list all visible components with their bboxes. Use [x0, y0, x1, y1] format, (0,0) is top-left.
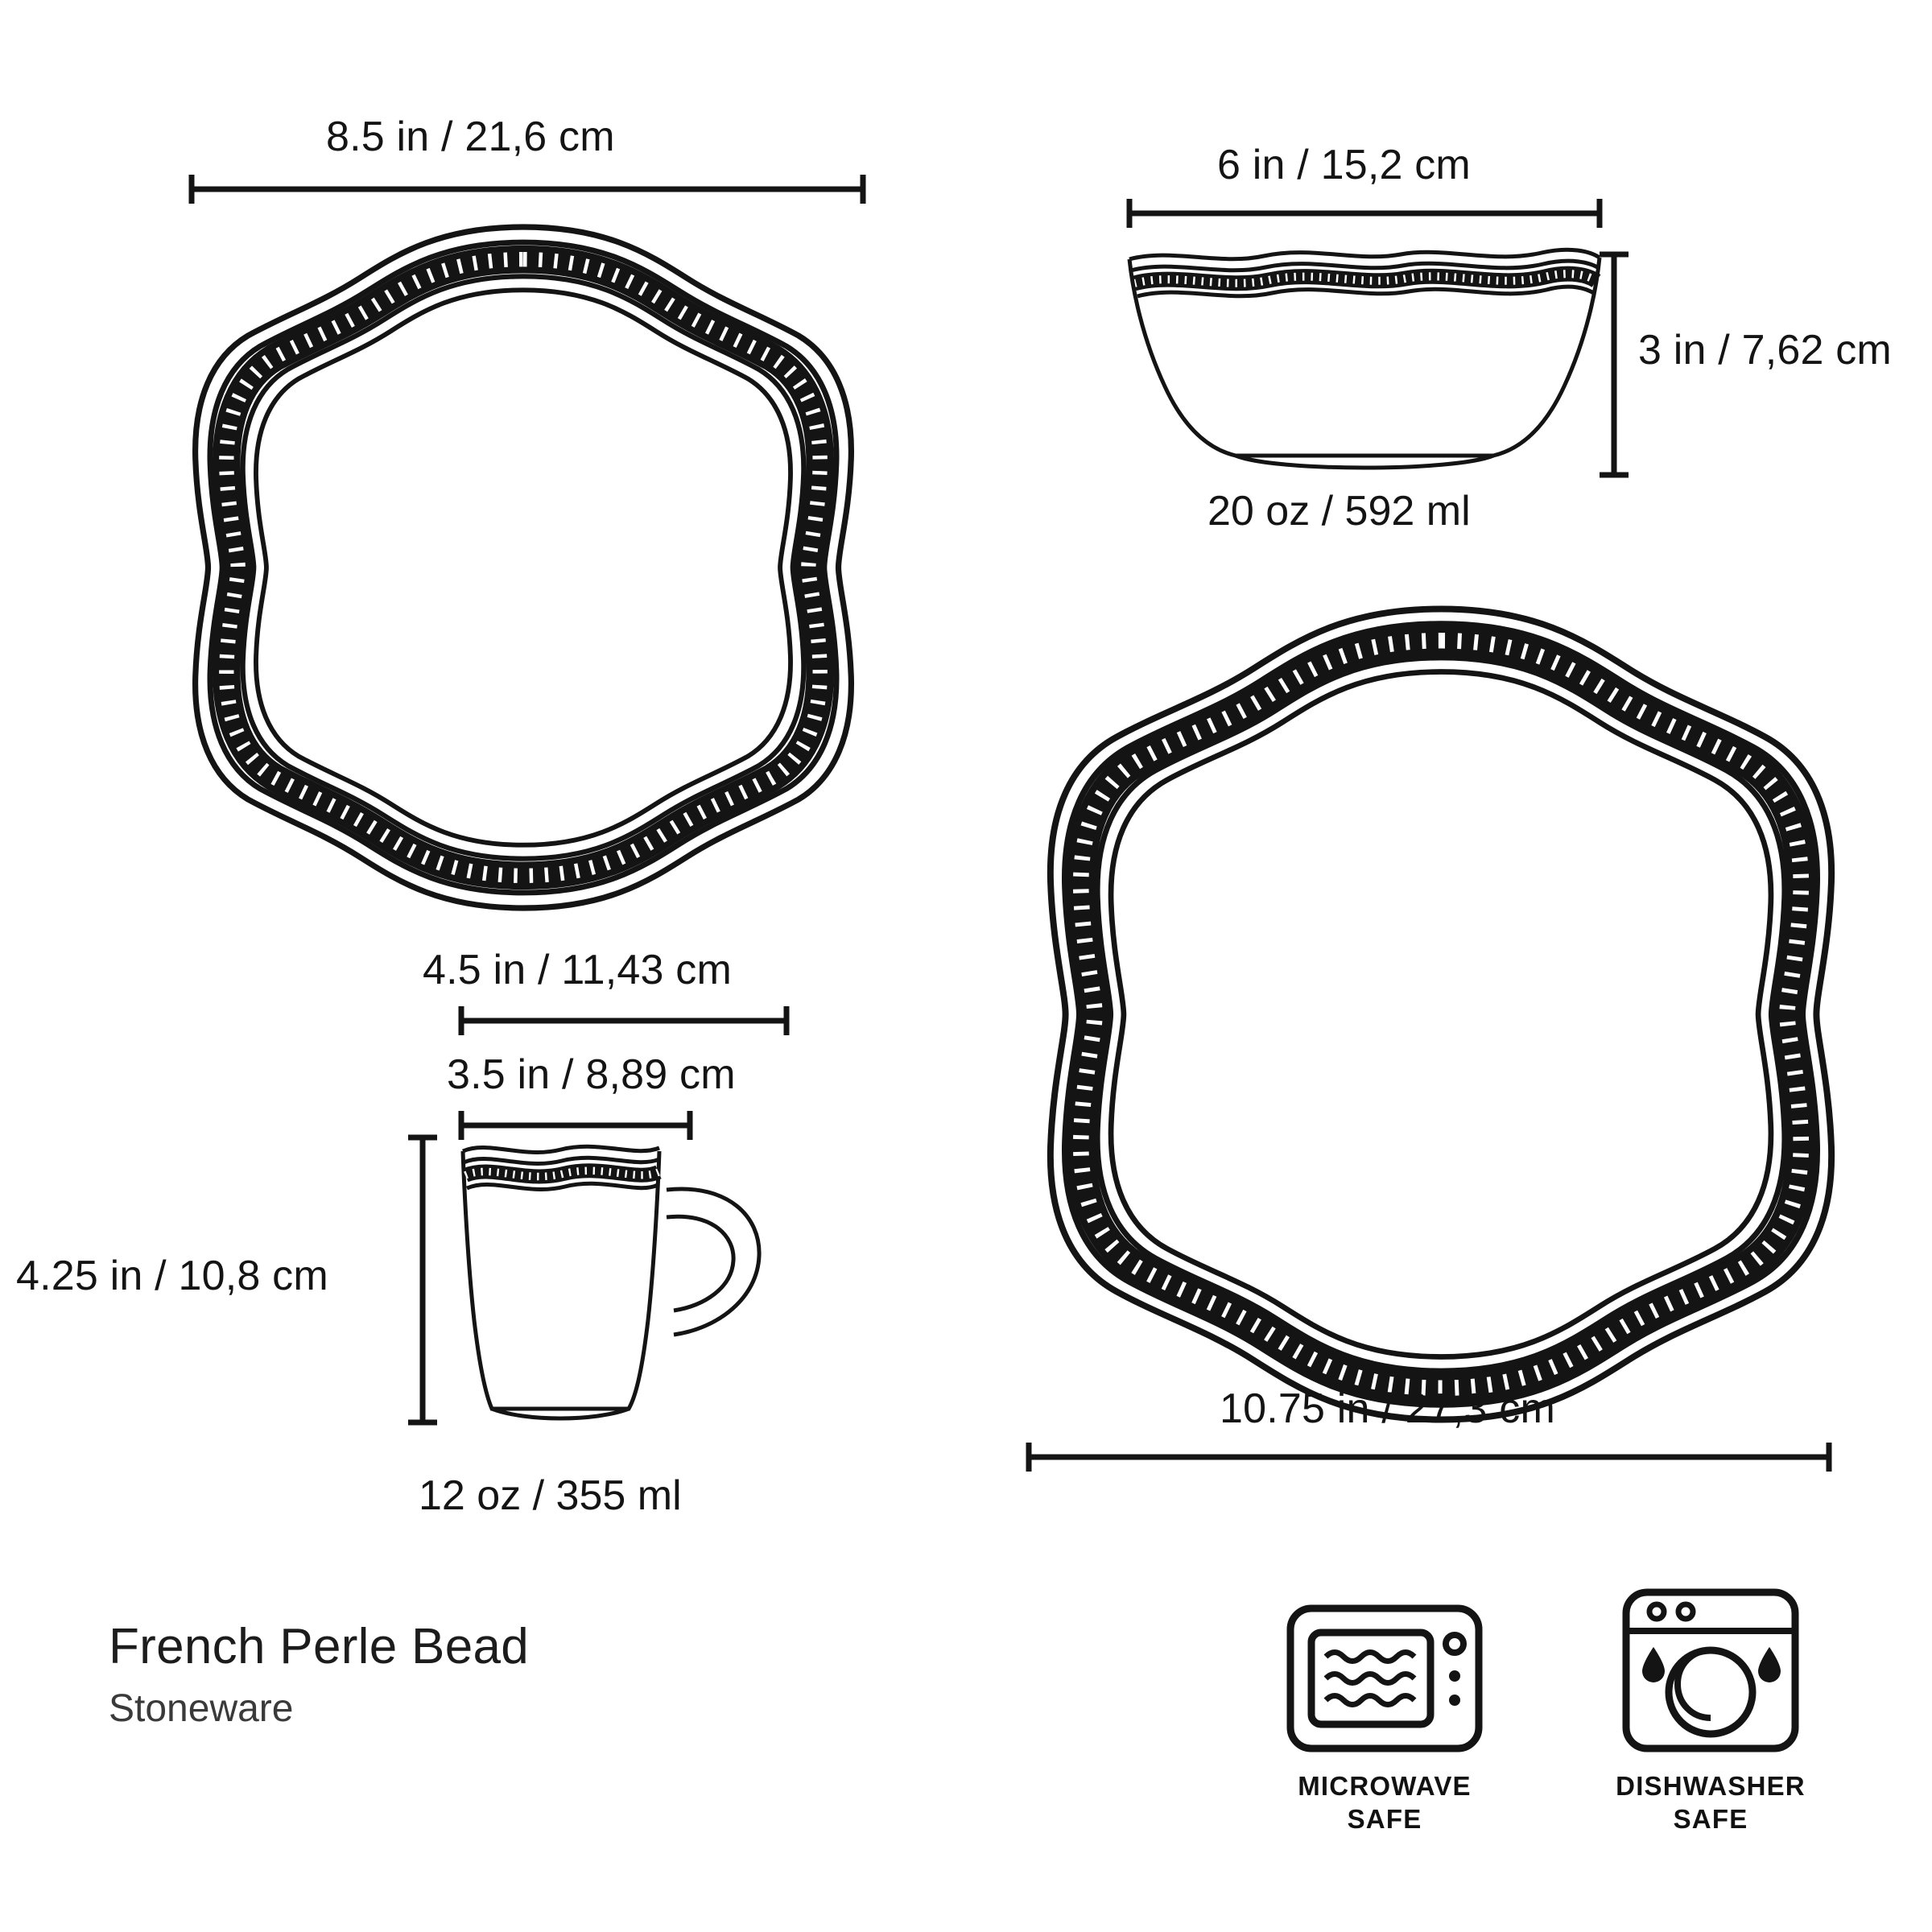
bowl-capacity-label: 20 oz / 592 ml: [1208, 488, 1471, 535]
microwave-safe-line2: SAFE: [1347, 1804, 1422, 1835]
mug-illustration: [439, 1127, 793, 1437]
product-name: French Perle Bead: [109, 1619, 530, 1674]
dinner-plate-illustration: [1014, 588, 1868, 1441]
dishwasher-safe-label: [1616, 1769, 1806, 1836]
bowl-height-dimension-line: [1598, 248, 1630, 481]
product-info: [109, 1618, 529, 1731]
salad-plate-width-dimension-line: [185, 173, 869, 205]
salad-plate-illustration: [161, 205, 886, 930]
microwave-icon: [1284, 1602, 1485, 1755]
mug-height-label: 4.25 in / 10,8 cm: [16, 1253, 328, 1299]
microwave-safe-line1: MICROWAVE: [1298, 1771, 1472, 1801]
bowl-width-dimension-line: [1123, 197, 1606, 229]
product-material: Stoneware: [109, 1687, 294, 1730]
mug-width-with-handle-dimension-line: [455, 1005, 793, 1037]
bowl-height-label: 3 in / 7,62 cm: [1638, 327, 1892, 374]
dishwasher-safe-line2: SAFE: [1673, 1804, 1748, 1835]
mug-capacity-label: 12 oz / 355 ml: [419, 1472, 682, 1519]
bowl-illustration: [1115, 242, 1614, 483]
salad-plate-width-label: 8.5 in / 21,6 cm: [326, 114, 615, 160]
mug-width-with-handle-label: 4.5 in / 11,43 cm: [423, 947, 732, 993]
dishwasher-icon: [1618, 1586, 1803, 1755]
dishwasher-safe-line1: DISHWASHER: [1616, 1771, 1806, 1801]
dinner-plate-width-dimension-line: [1022, 1441, 1835, 1473]
dishwasher-safe-badge: [1606, 1586, 1815, 1836]
dinner-plate-width-label: 10.75 in / 27,3 cm: [1220, 1385, 1555, 1432]
mug-width-label: 3.5 in / 8,89 cm: [447, 1051, 736, 1098]
microwave-safe-badge: [1280, 1602, 1489, 1836]
mug-height-dimension-line: [407, 1131, 439, 1429]
microwave-safe-label: [1298, 1769, 1472, 1836]
bowl-width-label: 6 in / 15,2 cm: [1217, 142, 1471, 188]
